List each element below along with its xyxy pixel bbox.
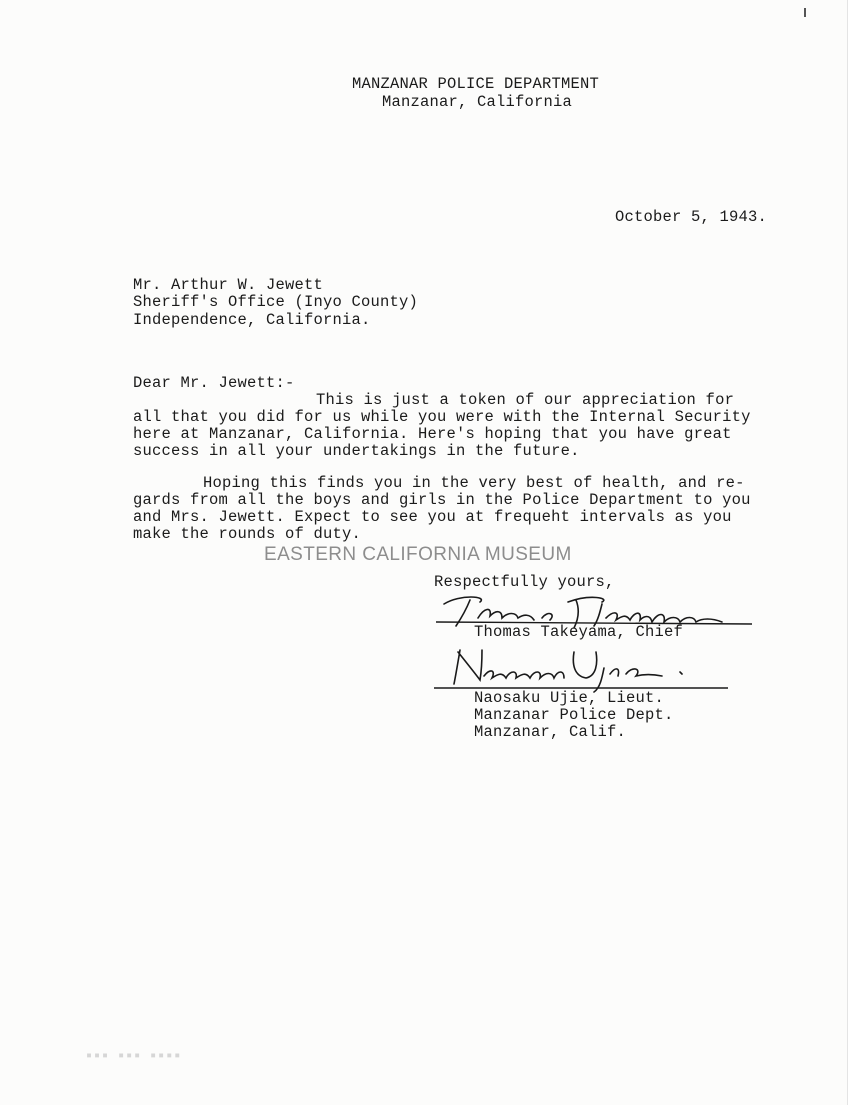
closing: Respectfully yours, — [434, 573, 615, 591]
watermark: EASTERN CALIFORNIA MUSEUM — [264, 544, 572, 565]
signatory-typed-name: Thomas Takeyama, Chief — [474, 623, 684, 641]
recipient-city: Independence, California. — [133, 311, 371, 329]
recipient-office: Sheriff's Office (Inyo County) — [133, 293, 419, 311]
faint-stamp-mark: ▪▪▪ ▪▪▪ ▪▪▪▪ — [86, 1050, 183, 1061]
body-line: This is just a token of our appreciation for — [316, 391, 735, 409]
body-line: all that you did for us while you were with the Internal Security — [133, 408, 751, 426]
recipient-name: Mr. Arthur W. Jewett — [133, 276, 324, 294]
salutation: Dear Mr. Jewett:- — [133, 374, 295, 392]
body-line: here at Manzanar, California. Here's hoping that you have great — [133, 425, 732, 443]
body-line: and Mrs. Jewett. Expect to see you at frequeht intervals as you — [133, 508, 732, 526]
signatory-typed-name: Naosaku Ujie, Lieut. — [474, 689, 665, 707]
corner-mark — [804, 8, 806, 17]
body-line: gards from all the boys and girls in the Police Department to you — [133, 491, 751, 509]
letterhead-location: Manzanar, California — [382, 93, 573, 111]
body-line: make the rounds of duty. — [133, 525, 362, 543]
letterhead-org: MANZANAR POLICE DEPARTMENT — [352, 75, 600, 93]
signatory-location: Manzanar, Calif. — [474, 723, 627, 741]
signatory-dept: Manzanar Police Dept. — [474, 706, 674, 724]
body-line: Hoping this finds you in the very best of health, and re- — [203, 474, 745, 492]
letter-date: October 5, 1943. — [615, 208, 768, 226]
body-line: success in all your undertakings in the future. — [133, 442, 580, 460]
signature-ujie — [430, 644, 740, 694]
